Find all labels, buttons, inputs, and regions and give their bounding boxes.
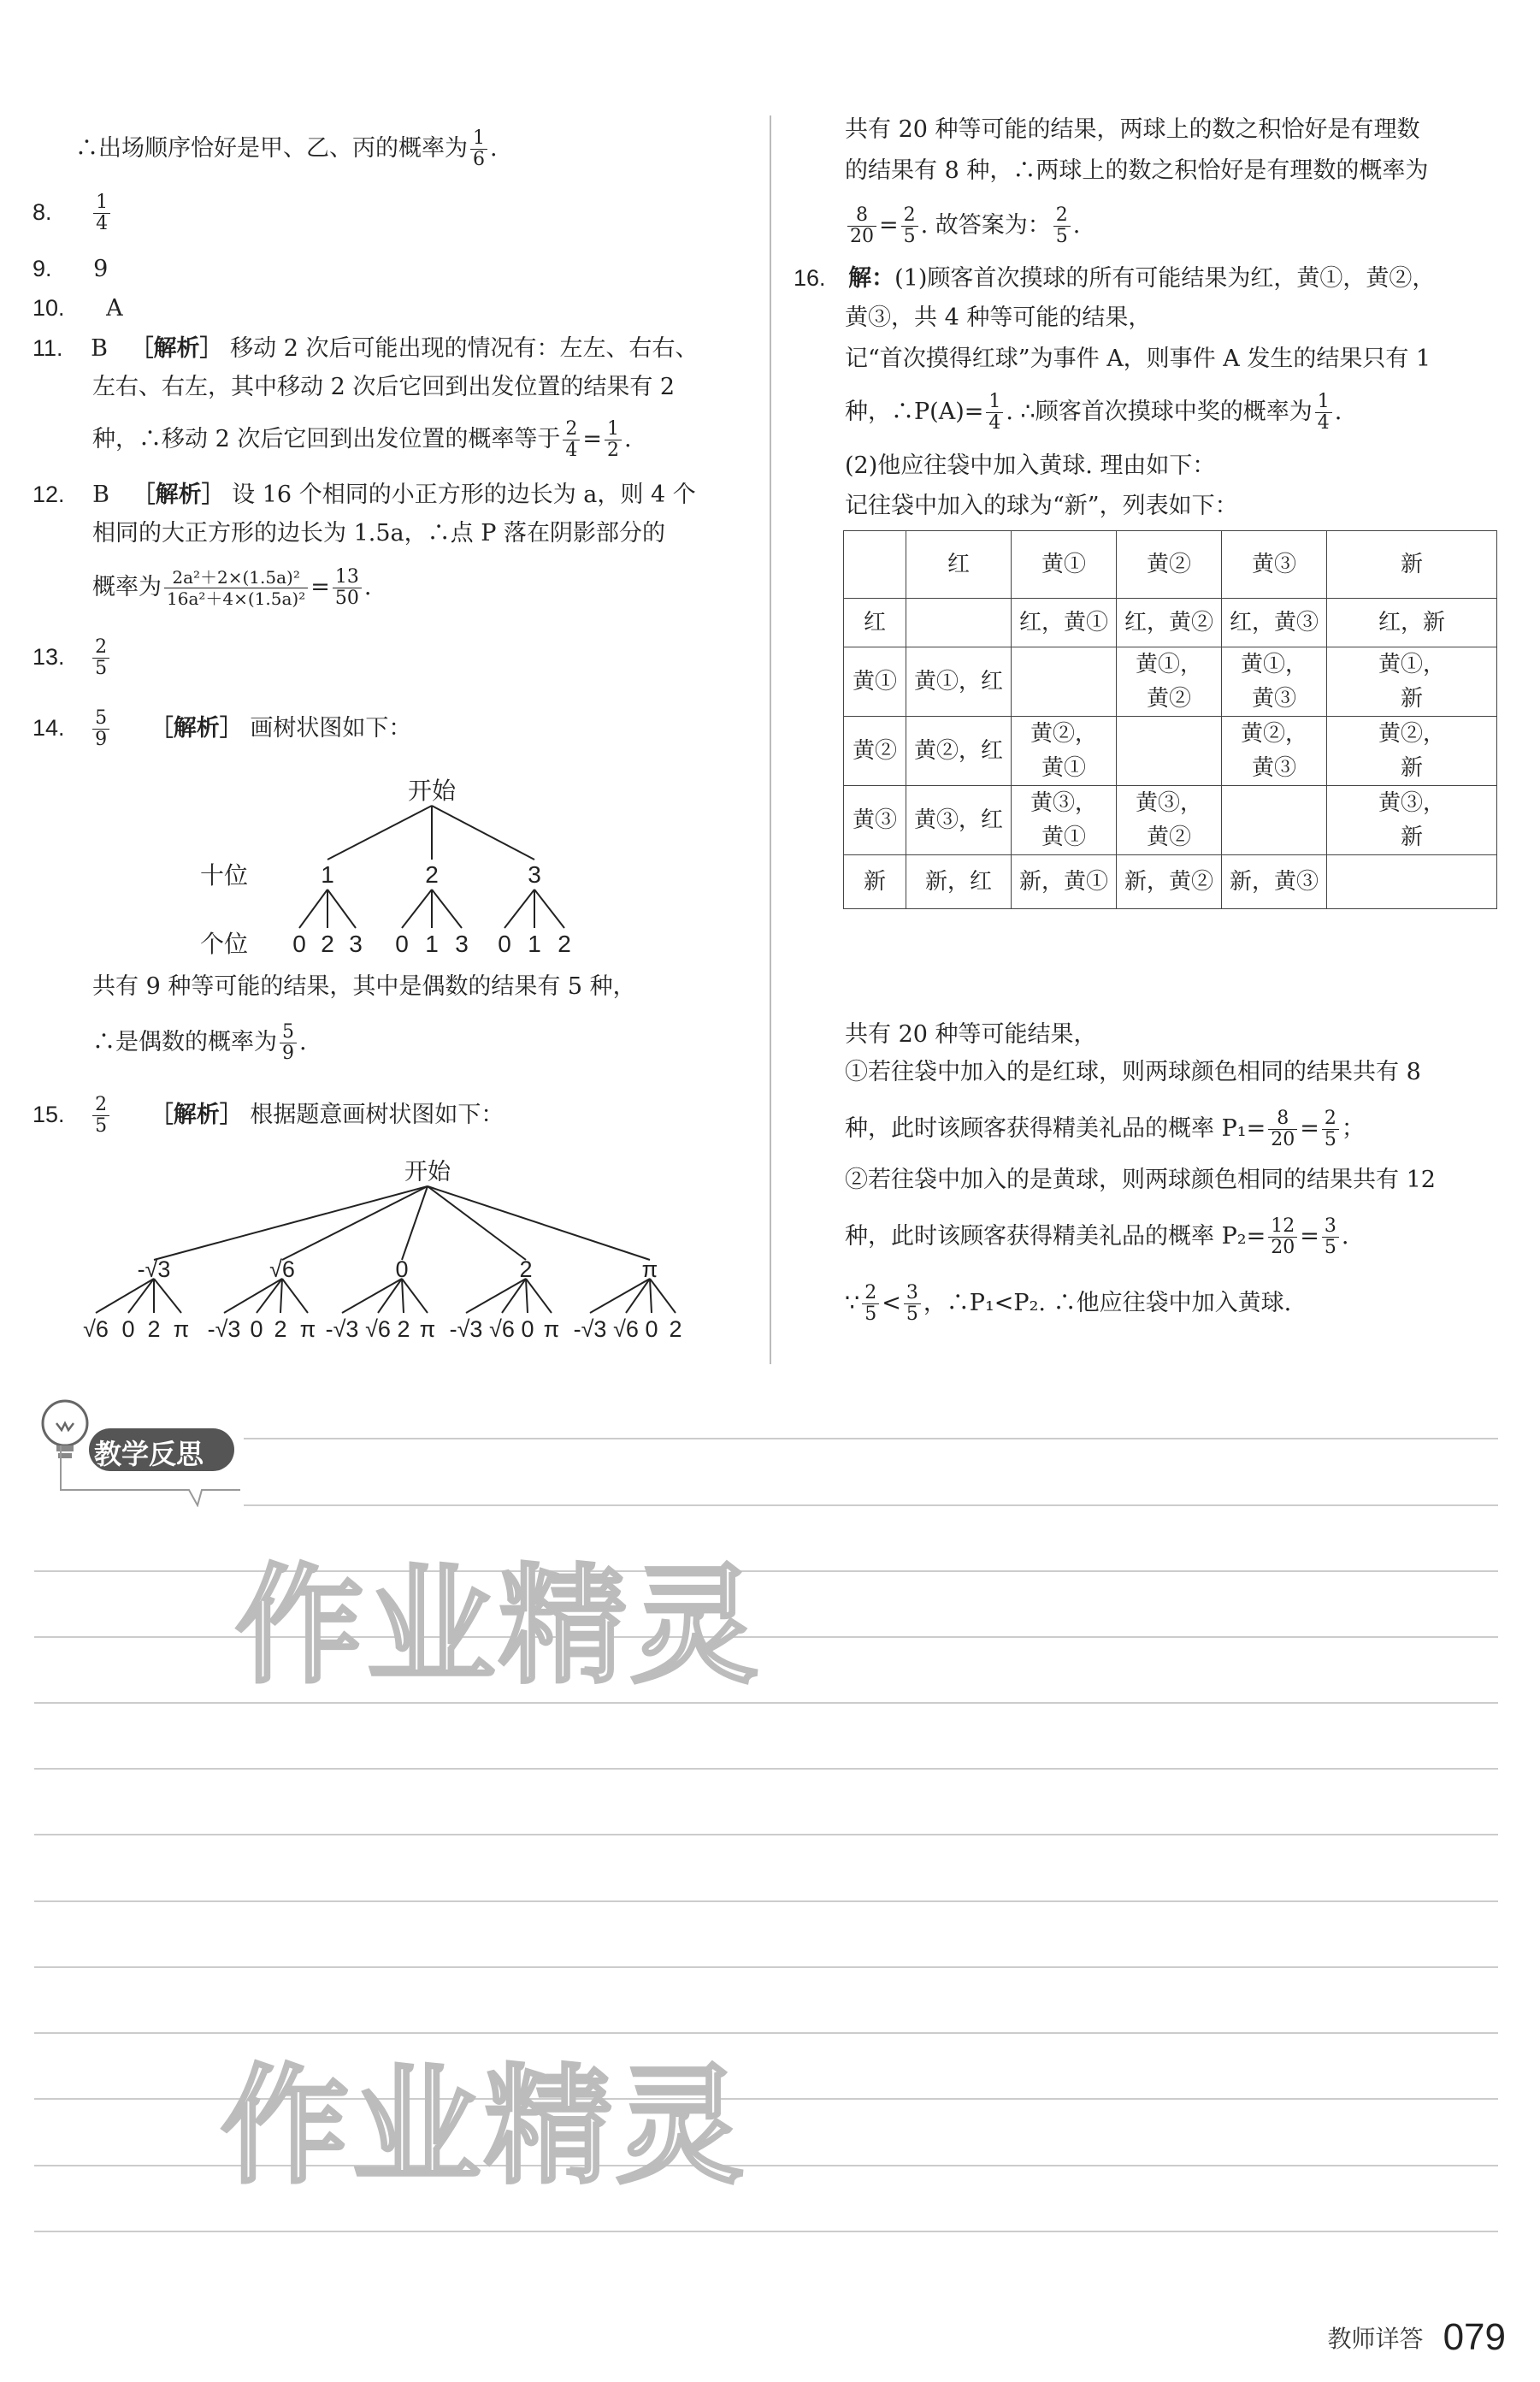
- analysis-text: ∴是偶数的概率为 $\frac{5}{9}$ .: [92, 1021, 307, 1064]
- table-cell: 红，黄①: [1012, 599, 1117, 647]
- fraction: $\frac{1}{6}$: [470, 128, 487, 170]
- solution-text: ①若往袋中加入的是红球，则两球颜色相同的结果共有 8: [845, 1059, 1421, 1085]
- watermark: 作业精灵: [235, 1552, 763, 1701]
- analysis-text: 左右、右左，其中移动 2 次后它回到出发位置的结果有 2: [92, 374, 676, 400]
- solution-text: 记“首次摸得红球”为事件 A，则事件 A 发生的结果只有 1: [845, 346, 1431, 372]
- answer-15: [32, 1095, 504, 1137]
- solution-text: (2)他应往袋中加入黄球. 理由如下：: [845, 452, 1216, 479]
- tree-leaf: -√3: [449, 1316, 483, 1342]
- solution-text: 共有 20 种等可能结果，: [845, 1021, 1097, 1048]
- tree-leaf: 1: [425, 931, 439, 957]
- note-line: [244, 1504, 1498, 1506]
- tree-diagram-14: [188, 770, 616, 962]
- tree-leaf: -√3: [573, 1316, 607, 1342]
- tree-leaf: -√3: [325, 1316, 359, 1342]
- answer-value: B: [92, 482, 109, 508]
- solution-text: 种，此时该顾客获得精美礼品的概率 P₂= $\frac{12}{20}$ = $\frac{3}{5}$ .: [845, 1215, 1349, 1258]
- tree-leaf: 0: [645, 1316, 658, 1342]
- tree-leaf: 2: [669, 1316, 682, 1342]
- table-header-cell: 黄①: [1012, 531, 1117, 599]
- table-cell: 新，红: [906, 855, 1012, 909]
- intro-text: ∴出场顺序恰好是甲、乙、丙的概率为: [75, 135, 468, 162]
- tree-level-label: 个位: [199, 931, 249, 957]
- table-cell: 红，新: [1327, 599, 1497, 647]
- table-row: [844, 717, 1497, 786]
- table-header-cell: 黄③: [1222, 531, 1327, 599]
- table-cell: 新，黄③: [1222, 855, 1327, 909]
- table-cell: 黄③，红: [906, 786, 1012, 855]
- table-row-header: 新: [844, 855, 906, 909]
- table-header-cell: 红: [906, 531, 1012, 599]
- question-number: 14.: [32, 715, 65, 741]
- answer-12: [32, 476, 696, 514]
- table-cell: [1327, 855, 1497, 909]
- table-row-header: 红: [844, 599, 906, 647]
- solution-text: ②若往袋中加入的是黄球，则两球颜色相同的结果共有 12: [845, 1167, 1436, 1193]
- note-line: [34, 1768, 1498, 1770]
- table-cell: 黄①， 新: [1327, 647, 1497, 717]
- solution-text: 种，此时该顾客获得精美礼品的概率 P₁= $\frac{8}{20}$ = $\frac{2}{5}$ ；: [845, 1108, 1365, 1150]
- solution-text: (1)顾客首次摸球的所有可能结果为红，黄①，黄②，: [894, 265, 1436, 292]
- table-row: [844, 647, 1497, 717]
- table-cell: 黄③， 新: [1327, 786, 1497, 855]
- analysis-tag: ［解析］: [150, 1102, 243, 1127]
- note-line: [34, 1834, 1498, 1835]
- analysis-tag: ［解析］: [132, 482, 225, 507]
- tree-root: 开始: [404, 1159, 451, 1185]
- tree-node: 3: [528, 861, 541, 888]
- answer-fraction: $\frac{2}{5}$: [92, 637, 109, 679]
- table-cell: 黄③， 黄②: [1117, 786, 1222, 855]
- tree-leaf: 2: [397, 1316, 410, 1342]
- note-line: [244, 1438, 1498, 1439]
- continuation-text: $\frac{8}{20}$ = $\frac{2}{5}$ . 故答案为： $\frac{2}{5}$ .: [845, 205, 1080, 247]
- table-header-cell: [844, 531, 906, 599]
- table-cell: [906, 599, 1012, 647]
- tree-leaf: √6: [489, 1316, 515, 1342]
- table-row-header: 黄②: [844, 717, 906, 786]
- note-line: [34, 1966, 1498, 1968]
- tree-node: -√3: [137, 1256, 171, 1282]
- answer-fraction: $\frac{5}{9}$: [92, 708, 109, 750]
- tree-node: π: [641, 1256, 658, 1282]
- tree-leaf: 3: [455, 931, 469, 957]
- column-divider: [770, 115, 771, 1364]
- intro-line: ∴出场顺序恰好是甲、乙、丙的概率为 $\frac{1}{6}$ .: [75, 127, 498, 170]
- answer-value: A: [106, 295, 123, 322]
- tree-leaf: 0: [395, 931, 409, 957]
- tree-leaf: 2: [274, 1316, 287, 1342]
- analysis-text: 移动 2 次后可能出现的情况有：左左、右右、: [230, 335, 699, 362]
- tree-node: √6: [269, 1256, 295, 1282]
- analysis-text: 种，∴移动 2 次后它回到出发位置的概率等于 $\frac{2}{4}$ = $\frac{1}{2}$ .: [92, 418, 632, 461]
- answer-9: [32, 250, 108, 288]
- table-cell: 黄②，红: [906, 717, 1012, 786]
- analysis-text: 画树状图如下：: [250, 715, 412, 742]
- answer-fraction: $\frac{1}{4}$: [93, 192, 110, 234]
- table-cell: 红，黄②: [1117, 599, 1222, 647]
- page-number: 079: [1443, 2316, 1506, 2358]
- table-row: [844, 786, 1497, 855]
- tree-level-label: 十位: [199, 862, 249, 889]
- tree-leaf: π: [419, 1316, 436, 1342]
- solution-text: 黄③，共 4 种等可能的结果，: [845, 304, 1152, 331]
- table-cell: [1117, 717, 1222, 786]
- analysis-tag: ［解析］: [130, 335, 223, 361]
- solution-text: 种，∴P(A)= $\frac{1}{4}$ . ∴顾客首次摸球中奖的概率为 $\frac{1}{4}$ .: [845, 391, 1342, 434]
- tree-node: 2: [519, 1256, 533, 1282]
- question-number: 15.: [32, 1102, 65, 1127]
- table-cell: [1012, 647, 1117, 717]
- tree-leaf: 0: [498, 931, 511, 957]
- table-cell: 新，黄①: [1012, 855, 1117, 909]
- solution-tag: 解：: [848, 265, 895, 291]
- table-cell: 黄②， 新: [1327, 717, 1497, 786]
- answer-16: [794, 259, 1435, 298]
- tree-leaf: √6: [83, 1316, 109, 1342]
- table-cell: 黄②， 黄①: [1012, 717, 1117, 786]
- tree-leaf: √6: [365, 1316, 391, 1342]
- solution-text: 记往袋中加入的球为“新”，列表如下：: [845, 493, 1238, 519]
- tree-leaf: 0: [121, 1316, 135, 1342]
- continuation-text: 的结果有 8 种，∴两球上的数之积恰好是有理数的概率为: [845, 157, 1429, 184]
- analysis-text: 相同的大正方形的边长为 1.5a，∴点 P 落在阴影部分的: [92, 520, 665, 547]
- tree-diagram-15: [77, 1150, 744, 1347]
- table-row: [844, 855, 1497, 909]
- answer-8: [32, 192, 113, 234]
- analysis-text: 共有 9 种等可能的结果，其中是偶数的结果有 5 种，: [92, 973, 636, 1000]
- tree-leaf: 0: [292, 931, 306, 957]
- page-footer: [1327, 2316, 1506, 2359]
- tree-leaf: π: [543, 1316, 560, 1342]
- table-cell: 新，黄②: [1117, 855, 1222, 909]
- analysis-text: 根据题意画树状图如下：: [250, 1102, 504, 1128]
- tree-leaf: π: [299, 1316, 316, 1342]
- tree-leaf: 2: [558, 931, 571, 957]
- table-row-header: 黄③: [844, 786, 906, 855]
- table-row: [844, 599, 1497, 647]
- analysis-tag: ［解析］: [150, 715, 243, 741]
- tree-leaf: √6: [613, 1316, 639, 1342]
- question-number: 12.: [32, 482, 65, 507]
- question-number: 9.: [32, 256, 52, 281]
- table-cell: 黄①，红: [906, 647, 1012, 717]
- question-number: 11.: [32, 335, 63, 361]
- table-cell: [1222, 786, 1327, 855]
- tree-leaf: 0: [250, 1316, 263, 1342]
- continuation-text: 共有 20 种等可能的结果，两球上的数之积恰好是有理数: [845, 116, 1420, 143]
- table-cell: 黄②， 黄③: [1222, 717, 1327, 786]
- answer-14: [32, 708, 411, 750]
- reflection-label: 教学反思: [94, 1438, 204, 1470]
- answer-fraction: $\frac{2}{5}$: [92, 1095, 109, 1137]
- tree-leaf: 1: [528, 931, 541, 957]
- table-cell: 黄①， 黄②: [1117, 647, 1222, 717]
- note-line: [34, 2231, 1498, 2232]
- question-number: 8.: [32, 199, 52, 225]
- analysis-text: 概率为 $\frac{\text{2a²＋2×(1.5a)²}}{\text{16a²＋4×(1.5a)²}}$ = $\frac{13}{50}$ .: [92, 566, 372, 609]
- table-row: [844, 531, 1497, 599]
- tree-node: 1: [321, 861, 334, 888]
- question-number: 13.: [32, 644, 65, 670]
- tree-root: 开始: [407, 777, 457, 804]
- table-header-cell: 新: [1327, 531, 1497, 599]
- table-row-header: 黄①: [844, 647, 906, 717]
- answer-10: [32, 289, 123, 328]
- answer-13: [32, 637, 112, 679]
- tree-leaf: 0: [521, 1316, 534, 1342]
- tree-node: 0: [395, 1256, 409, 1282]
- table-cell: 黄①， 黄③: [1222, 647, 1327, 717]
- solution-text: ∵ $\frac{2}{5}$ < $\frac{3}{5}$ ，∴P₁<P₂. ∴他应往袋中加入黄球.: [845, 1282, 1292, 1325]
- table-header-cell: 黄②: [1117, 531, 1222, 599]
- analysis-text: 设 16 个相同的小正方形的边长为 a，则 4 个: [232, 482, 696, 508]
- question-number: 10.: [32, 295, 65, 321]
- tree-leaf: -√3: [207, 1316, 241, 1342]
- watermark: 作业精灵: [221, 2053, 748, 2202]
- tree-leaf: 2: [147, 1316, 161, 1342]
- tree-leaf: 3: [349, 931, 363, 957]
- tree-node: 2: [425, 861, 439, 888]
- answer-value: B: [91, 335, 108, 362]
- lightbulb-icon: [43, 1401, 87, 1458]
- tree-leaf: π: [173, 1316, 190, 1342]
- outcome-table: [843, 530, 1497, 909]
- table-cell: 红，黄③: [1222, 599, 1327, 647]
- note-line: [34, 1900, 1498, 1902]
- footer-label: 教师详答: [1327, 2325, 1424, 2353]
- tree-leaf: 2: [321, 931, 334, 957]
- answer-value: 9: [93, 256, 109, 282]
- question-number: 16.: [794, 265, 826, 291]
- table-cell: 黄③， 黄①: [1012, 786, 1117, 855]
- answer-11: [32, 329, 699, 368]
